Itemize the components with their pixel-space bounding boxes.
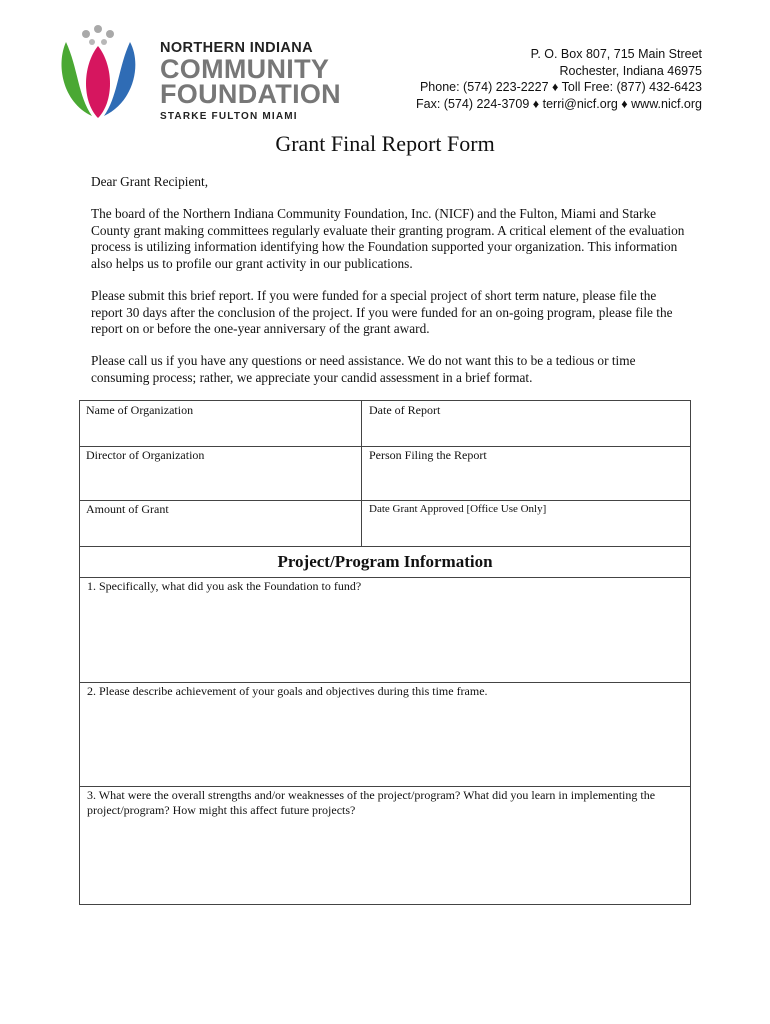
row-divider — [80, 446, 690, 447]
row-divider — [80, 546, 690, 547]
instructions-paragraph: Please submit this brief report. If you were funded for a special project of short term nature, please file the report 30 days after the conclusion of the project. If you were funded for an on-going program, please file the report on or before the one-year anniversary of the grant award. — [91, 288, 673, 337]
salutation: Dear Grant Recipient, — [91, 174, 209, 189]
person-filing-report-field[interactable]: Person Filing the Report — [369, 448, 487, 462]
amount-of-grant-field[interactable]: Amount of Grant — [86, 502, 169, 516]
row-divider — [80, 577, 690, 578]
row-divider — [80, 500, 690, 501]
logo-title-line: NORTHERN INDIANA — [160, 40, 314, 56]
row-divider — [80, 682, 690, 683]
section-heading: Project/Program Information — [277, 552, 493, 571]
column-divider — [361, 401, 362, 546]
logo-foundation-word: FOUNDATION — [160, 79, 341, 109]
logo-counties-line: STARKE FULTON MIAMI — [160, 111, 298, 122]
foundation-logo — [56, 24, 341, 124]
address-city: Rochester, Indiana 46975 — [559, 63, 702, 78]
address-fax-email-web: Fax: (574) 224-3709 ♦ terri@nicf.org ♦ www.nicf.org — [416, 96, 702, 111]
intro-paragraph: The board of the Northern Indiana Community Foundation, Inc. (NICF) and the Fulton, Miami and Starke County grant making committees regularly evaluate their granting program. A critical element of the evaluation process is utilizing information identifying how the Foundation supported your organization. This information also helps us to profile our grant activity in our publications. — [91, 206, 685, 271]
logo-community-word: COMMUNITY — [160, 54, 330, 84]
page-title: Grant Final Report Form — [275, 131, 495, 156]
tulip-logo-icon — [56, 24, 160, 124]
question-1-field[interactable]: 1. Specifically, what did you ask the Foundation to fund? — [87, 579, 362, 593]
director-of-organization-field[interactable]: Director of Organization — [86, 448, 205, 462]
report-form-table — [79, 400, 691, 905]
question-3-field[interactable]: 3. What were the overall strengths and/or weaknesses of the project/program? What did you learn in implementing the project/program? How might this affect future projects? — [87, 788, 656, 817]
date-of-report-field[interactable]: Date of Report — [369, 403, 441, 417]
address-phone: Phone: (574) 223-2227 ♦ Toll Free: (877) 432-6423 — [419, 80, 702, 94]
address-block — [416, 46, 702, 112]
date-grant-approved-field[interactable]: Date Grant Approved [Office Use Only] — [369, 503, 547, 515]
row-divider — [80, 786, 690, 787]
name-of-organization-field[interactable]: Name of Organization — [86, 403, 194, 417]
question-2-field[interactable]: 2. Please describe achievement of your goals and objectives during this time frame. — [87, 684, 488, 698]
address-street: P. O. Box 807, 715 Main Street — [530, 47, 702, 61]
contact-paragraph: Please call us if you have any questions or need assistance. We do not want this to be a tedious or time consuming process; rather, we appreciate your candid assessment in a brief format. — [91, 353, 636, 385]
